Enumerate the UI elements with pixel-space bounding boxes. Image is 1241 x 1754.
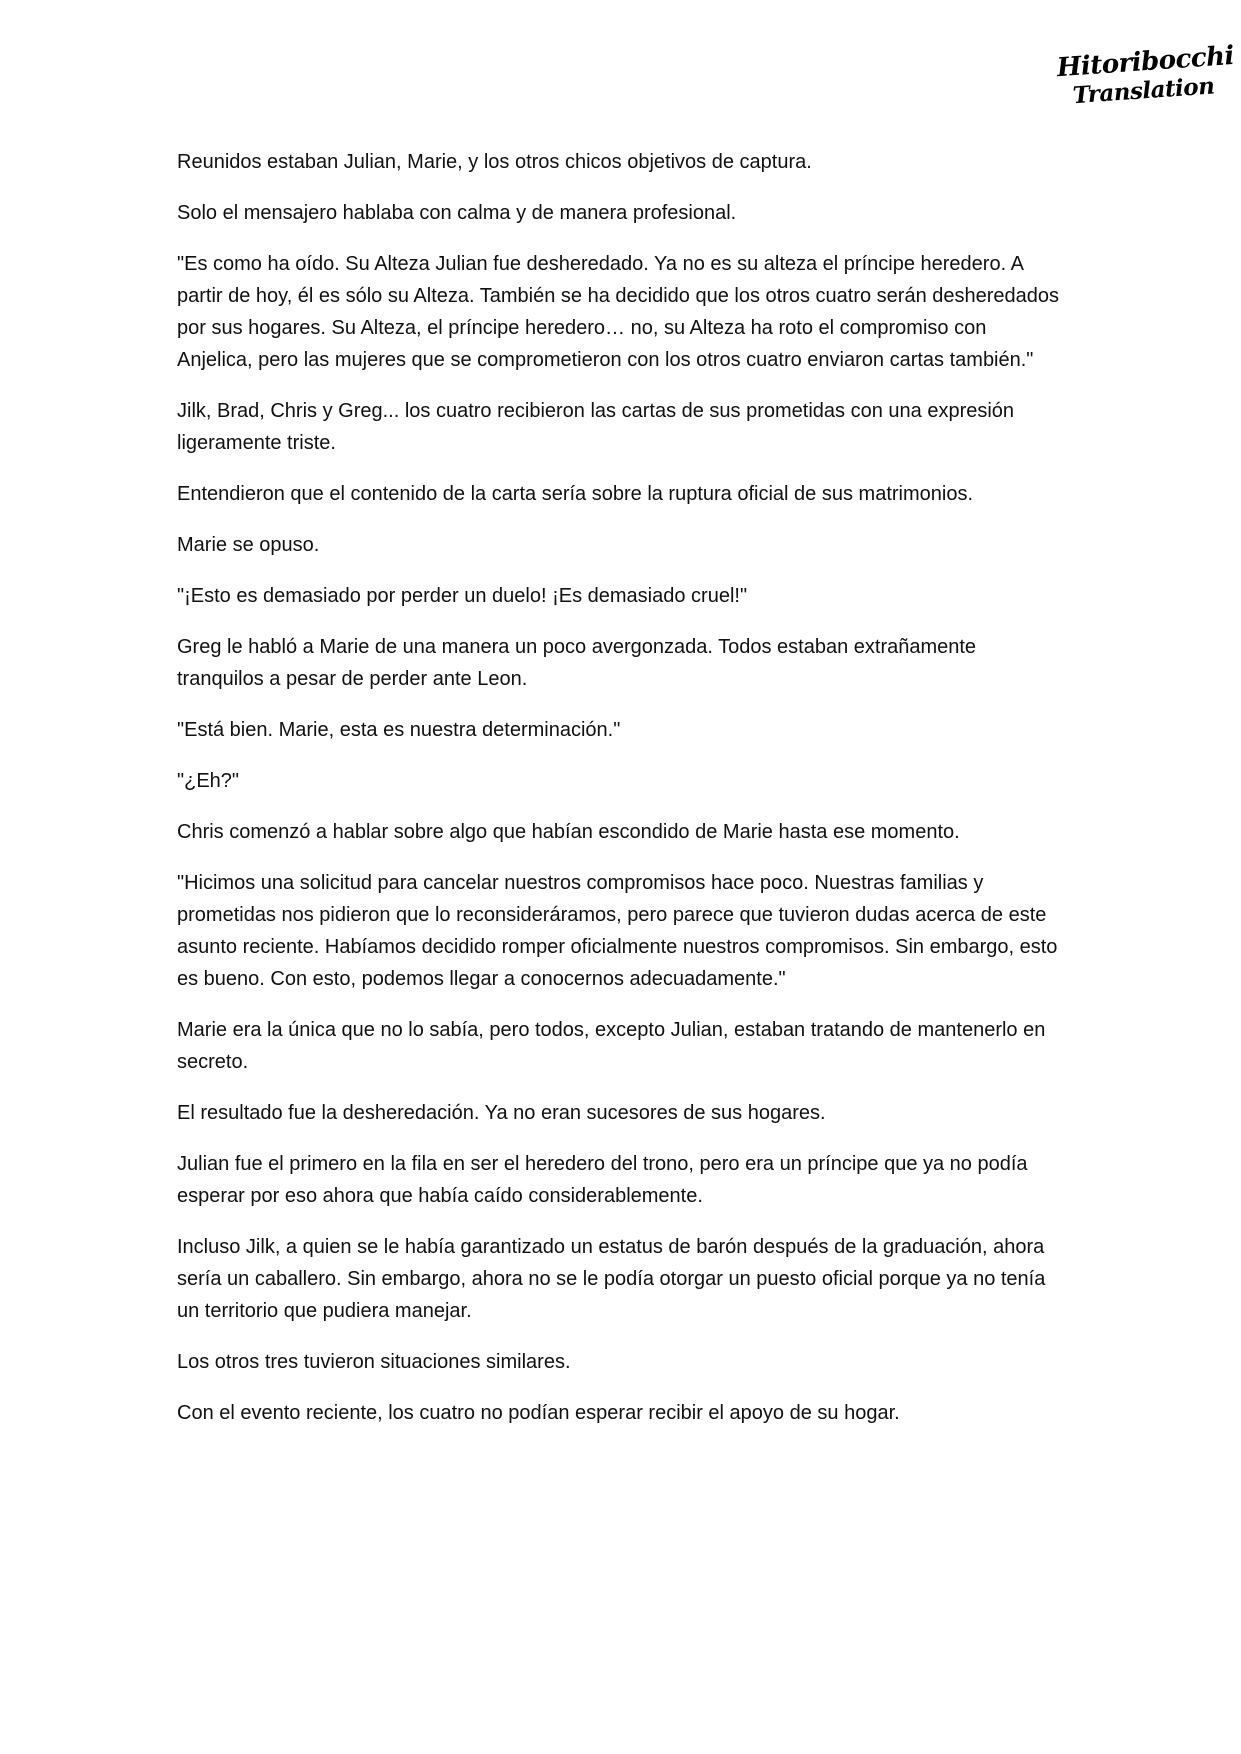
paragraph: Reunidos estaban Julian, Marie, y los otros chicos objetivos de captura. [177, 151, 812, 173]
paragraph: Incluso Jilk, a quien se le había garantizado un estatus de barón después de la graduación, ahora sería un caballero. Sin embargo, ahora no se le podía otorgar un puesto oficial porque ya no tenía un territorio que pudiera manejar. [177, 1236, 1046, 1322]
paragraph: "Hicimos una solicitud para cancelar nuestros compromisos hace poco. Nuestras familias y prometidas nos pidieron que lo reconsideráramos, pero parece que tuvieron dudas acerca de este asunto reciente. Habíamos decidido romper oficialmente nuestros compromisos. Sin embargo, esto es bueno. Con esto, podemos llegar a conocernos adecuadamente." [177, 872, 1058, 990]
paragraph: Los otros tres tuvieron situaciones similares. [177, 1351, 571, 1373]
paragraph: Con el evento reciente, los cuatro no podían esperar recibir el apoyo de su hogar. [177, 1402, 900, 1424]
paragraph: Marie se opuso. [177, 534, 320, 556]
paragraph: El resultado fue la desheredación. Ya no eran sucesores de sus hogares. [177, 1102, 826, 1124]
paragraph: Jilk, Brad, Chris y Greg... los cuatro recibieron las cartas de sus prometidas con una expresión ligeramente triste. [177, 400, 1015, 454]
translator-logo [1055, 40, 1235, 119]
logo-line-2: Translation [1071, 72, 1216, 110]
paragraph: Marie era la única que no lo sabía, pero todos, excepto Julian, estaban tratando de mantenerlo en secreto. [177, 1019, 1046, 1073]
document-body [177, 146, 1065, 1448]
paragraph: "¿Eh?" [177, 770, 240, 792]
paragraph: Greg le habló a Marie de una manera un poco avergonzada. Todos estaban extrañamente tranquilos a pesar de perder ante Leon. [177, 636, 977, 690]
paragraph: Chris comenzó a hablar sobre algo que habían escondido de Marie hasta ese momento. [177, 821, 960, 843]
paragraph: Entendieron que el contenido de la carta sería sobre la ruptura oficial de sus matrimonios. [177, 483, 974, 505]
paragraph: "Es como ha oído. Su Alteza Julian fue desheredado. Ya no es su alteza el príncipe heredero. A partir de hoy, él es sólo su Alteza. También se ha decidido que los otros cuatro serán desheredados por sus hogares. Su Alteza, el príncipe heredero… no, su Alteza ha roto el compromiso con Anjelica, pero las mujeres que se comprometieron con los otros cuatro enviaron cartas también." [177, 253, 1060, 371]
paragraph: "Está bien. Marie, esta es nuestra determinación." [177, 719, 621, 741]
logo-line-1: Hitoribocchi [1055, 40, 1235, 84]
paragraph: Julian fue el primero en la fila en ser el heredero del trono, pero era un príncipe que ya no podía esperar por eso ahora que había caído considerablemente. [177, 1153, 1028, 1207]
paragraph: "¡Esto es demasiado por perder un duelo! ¡Es demasiado cruel!" [177, 585, 748, 607]
paragraph: Solo el mensajero hablaba con calma y de manera profesional. [177, 202, 737, 224]
